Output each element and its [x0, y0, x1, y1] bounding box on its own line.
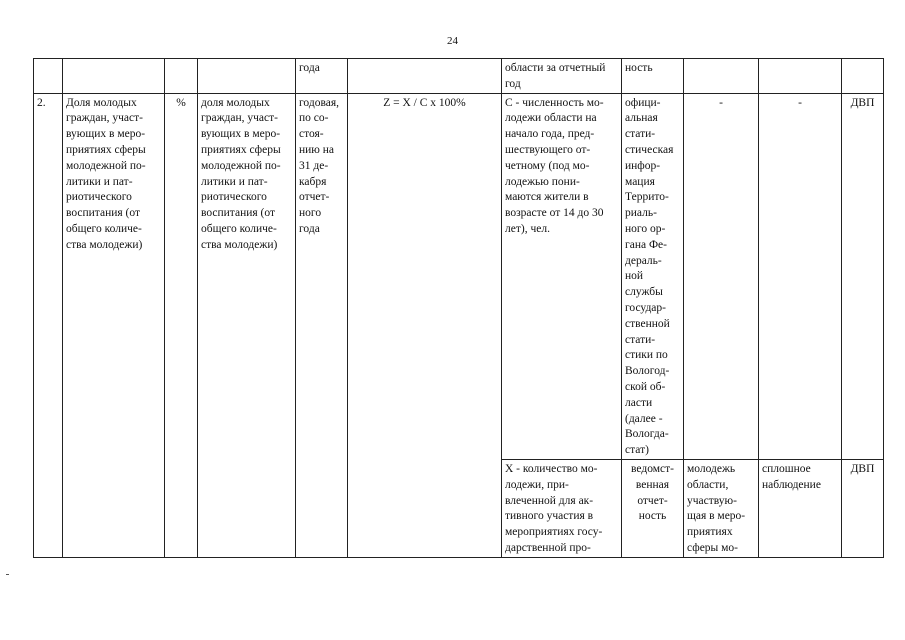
- header-periodicity-cont: года: [296, 59, 348, 94]
- table-row: [34, 93, 884, 459]
- header-source-cont: ность: [622, 59, 684, 94]
- cell-empty: [198, 59, 296, 94]
- data-source-x: ведомст- венная отчет- ность: [622, 459, 684, 557]
- base-indicator-x: Х - количество мо- лодежи, при- влеченной для ак- тивного участия в мероприятиях госу- дарственной про-: [502, 459, 622, 557]
- indicator-table: [33, 58, 884, 558]
- base-indicator-c: С - численность мо- лодежи области на начало года, пред- шествующего от- четному (под мо- лодежью пони- маются жители в возрасте от 14 до 30 лет), чел.: [502, 93, 622, 459]
- cell-empty: [34, 59, 63, 94]
- table-row-continuation-header: [34, 59, 884, 94]
- observation-object-c: -: [684, 93, 759, 459]
- periodicity: годовая, по со- стоя- нию на 31 де- кабря отчет- ного года: [296, 93, 348, 557]
- formula: Z = X / C х 100%: [348, 93, 502, 557]
- unit-of-measure: %: [165, 93, 198, 557]
- observation-object-x: молодежь области, участвую- щая в меро- приятиях сферы мо-: [684, 459, 759, 557]
- collection-method-x: сплошное наблюдение: [759, 459, 842, 557]
- cell-empty: [348, 59, 502, 94]
- row-number: 2.: [34, 93, 63, 557]
- cell-empty: [759, 59, 842, 94]
- cell-empty: [842, 59, 884, 94]
- responsible-x: ДВП: [842, 459, 884, 557]
- header-indicator-cont: области за отчетный год: [502, 59, 622, 94]
- page-number: 24: [447, 35, 458, 47]
- cell-empty: [63, 59, 165, 94]
- indicator-name: Доля молодых граждан, участ- вующих в меро- приятиях сферы молодежной по- литики и пат- риотического воспитания (от общего количе- ства молодежи): [63, 93, 165, 557]
- cell-empty: [165, 59, 198, 94]
- indicator-definition: доля молодых граждан, участ- вующих в меро- приятиях сферы молодежной по- литики и пат- риотического воспитания (от общего количе- ства молодежи): [198, 93, 296, 557]
- data-source-c: офици- альная стати- стическая инфор- мация Террито- риаль- ного ор- гана Фе- дераль- ной службы государ- ственной стати- стики по Вологод- ской об- ласти (далее - Вологда- стат): [622, 93, 684, 459]
- cell-empty: [684, 59, 759, 94]
- responsible-c: ДВП: [842, 93, 884, 459]
- collection-method-c: -: [759, 93, 842, 459]
- scan-mark: [6, 574, 9, 575]
